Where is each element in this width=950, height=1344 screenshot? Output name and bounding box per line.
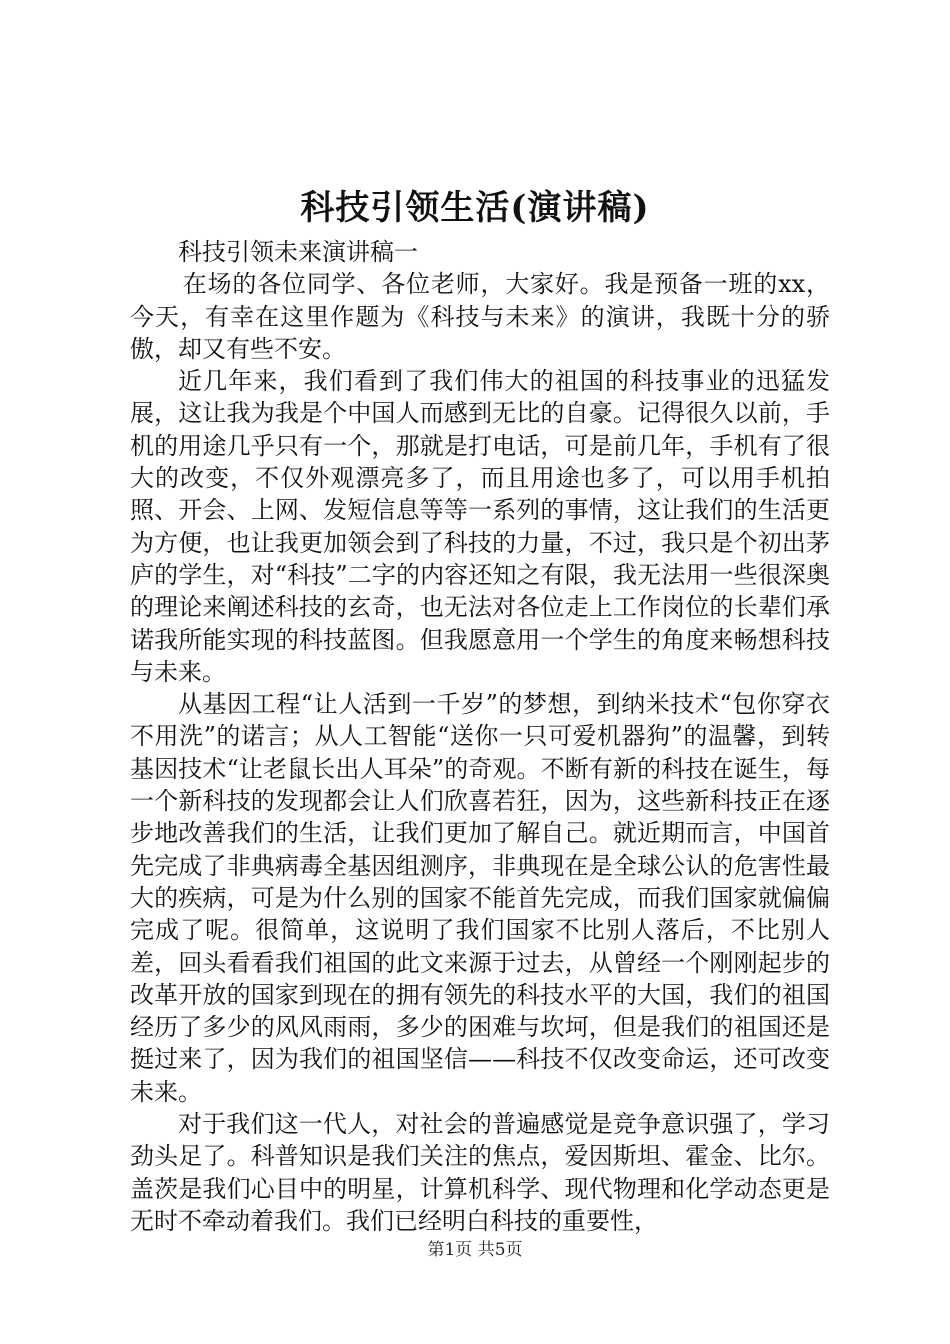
- document-title: 科技引领生活(演讲稿): [300, 188, 650, 228]
- paragraph-1: 在场的各位同学、各位老师，大家好。我是预备一班的xx，今天，有幸在这里作题为《科技与未来》的演讲，我既十分的骄傲，却又有些不安。: [130, 270, 830, 363]
- paragraph-3: 从基因工程“让人活到一千岁”的梦想，到纳米技术“包你穿衣不用洗”的诺言；从人工智能“送你一只可爱机器狗”的温馨，到转基因技术“让老鼠长出人耳朵”的奇观。不断有新的科技在诞生，每一个新科技的发现都会让人们欣喜若狂，因为，这些新科技正在逐步地改善我们的生活，让我们更加了解自己。就近期而言，中国首先完成了非典病毒全基因组测序，非典现在是全球公认的危害性最大的疾病，可是为什么别的国家不能首先完成，而我们国家就偏偏完成了呢。很简单，这说明了我们国家不比别人落后，不比别人差，回头看看我们祖国的此文来源于过去，从曾经一个刚刚起步的改革开放的国家到现在的拥有领先的科技水平的大国，我们的祖国经历了多少的风风雨雨，多少的困难与坎坷，但是我们的祖国还是挺过来了，因为我们的祖国坚信——科技不仅改变命运，还可改变未来。: [130, 690, 830, 1106]
- paragraph-subtitle: 科技引领未来演讲稿一: [178, 238, 418, 266]
- page-total: 共5页: [477, 1240, 523, 1260]
- paragraph-2: 近几年来，我们看到了我们伟大的祖国的科技事业的迅猛发展，这让我为我是个中国人而感到无比的自豪。记得很久以前，手机的用途几乎只有一个，那就是打电话，可是前几年，手机有了很大的改变，不仅外观漂亮多了，而且用途也多了，可以用手机拍照、开会、上网、发短信息等等一系列的事情，这让我们的生活更为方便，也让我更加领会到了科技的力量，不过，我只是个初出茅庐的学生，对“科技”二字的内容还知之有限，我无法用一些很深奥的理论来阐述科技的玄奇，也无法对各位走上工作岗位的长辈们承诺我所能实现的科技蓝图。但我愿意用一个学生的角度来畅想科技与未来。: [130, 367, 830, 686]
- document-body: [130, 236, 830, 1237]
- page-number: 第1页: [427, 1240, 473, 1260]
- page-footer: [0, 1238, 950, 1262]
- paragraph-4: 对于我们这一代人，对社会的普遍感觉是竞争意识强了，学习劲头足了。科普知识是我们关注的焦点，爱因斯坦、霍金、比尔。盖茨是我们心目中的明星，计算机科学、现代物理和化学动态更是无时不牵动着我们。我们已经明白科技的重要性，: [130, 1110, 830, 1235]
